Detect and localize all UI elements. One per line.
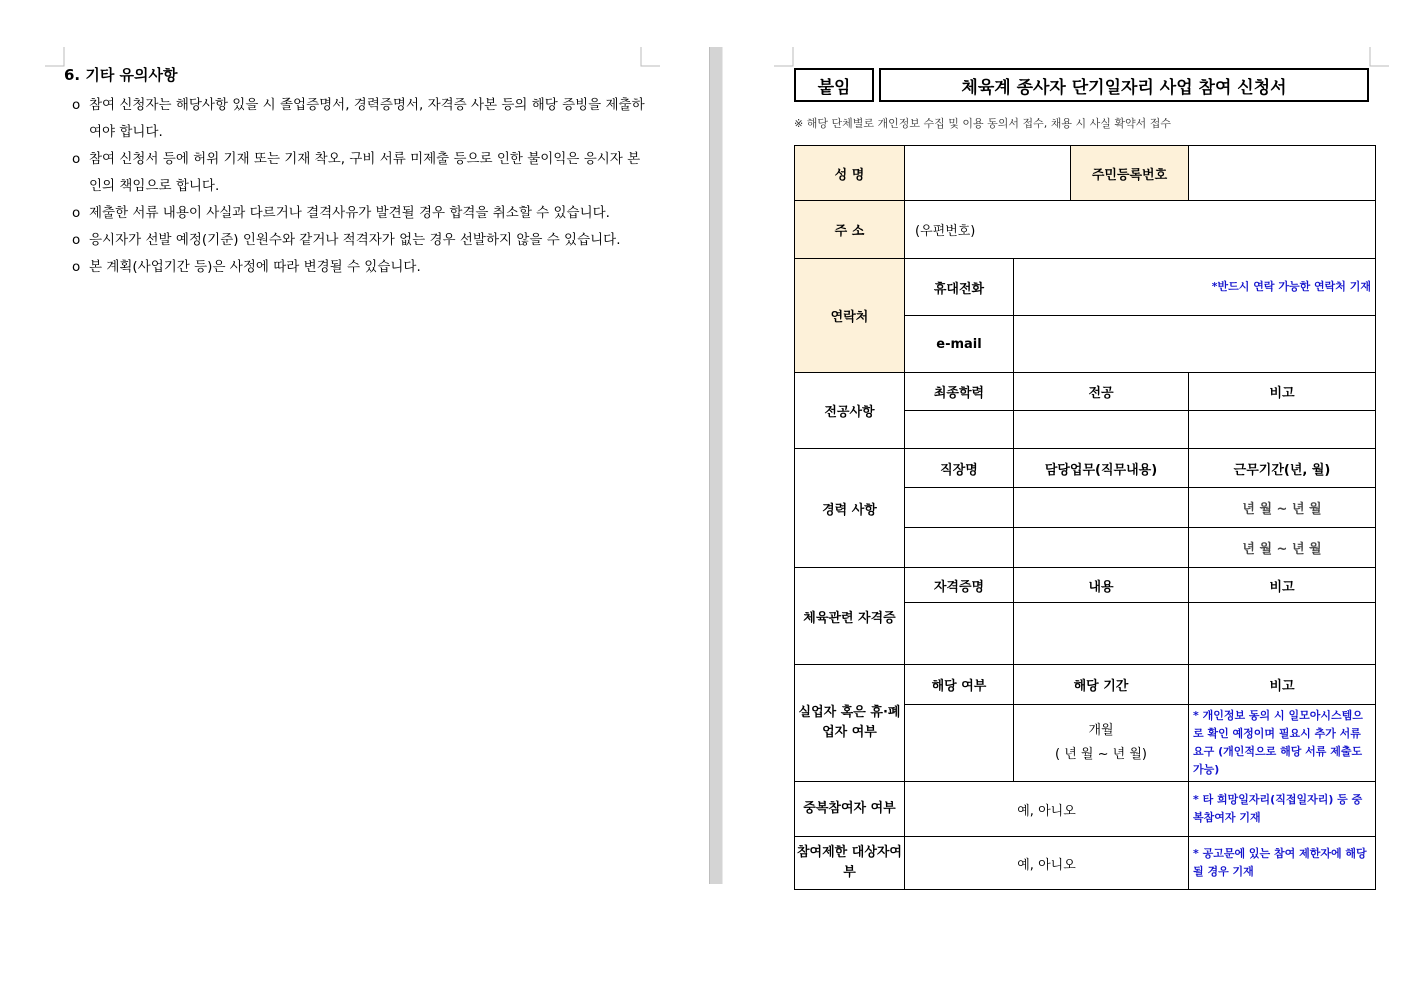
list-item [72,254,652,281]
license-col-header: 자격증명 [905,568,1014,603]
career-label: 경력 사항 [795,449,905,568]
unemployed-note: * 개인정보 동의 시 일모아시스템으로 확인 예정이며 필요시 추가 서류 요구 (개인적으로 해당 서류 제출도 가능) [1189,705,1376,782]
restrict-note: * 공고문에 있는 참여 제한자에 해당될 경우 기재 [1189,837,1376,890]
rrn-field[interactable] [1189,146,1376,201]
notes-list [72,92,652,281]
phone-label: 휴대전화 [905,259,1014,316]
unemployed-status-field[interactable] [905,705,1014,782]
major-label: 전공사항 [795,373,905,449]
bullet-mark: o [72,259,81,275]
unemployed-range: ( 년 월 ~ 년 월) [1055,747,1147,762]
major-col-header: 비고 [1189,373,1376,411]
license-content-field[interactable] [1014,603,1189,665]
workplace-field[interactable] [905,488,1014,528]
contact-label: 연락처 [795,259,905,373]
duty-field[interactable] [1014,528,1189,568]
major-field[interactable] [1014,411,1189,449]
license-label: 체육관련 자격증 [795,568,905,665]
restrict-field[interactable]: 예, 아니오 [905,837,1189,890]
form-title: 체육계 종사자 단기일자리 사업 참여 신청서 [879,68,1369,102]
email-label: e-mail [905,316,1014,373]
major-col-header: 전공 [1014,373,1189,411]
dup-note: * 타 희망일자리(직접일자리) 등 중복참여자 기재 [1189,782,1376,837]
name-label: 성 명 [795,146,905,201]
major-note-field[interactable] [1189,411,1376,449]
unemployed-period-field[interactable] [1014,705,1189,782]
career-col-header: 근무기간(년, 월) [1189,449,1376,488]
duty-field[interactable] [1014,488,1189,528]
form-notice: ※ 해당 단체별로 개인정보 수집 및 이용 동의서 접수, 채용 시 사실 확약서 접수 [794,117,1171,130]
list-item-text: 응시자가 선발 예정(기준) 인원수와 같거나 적격자가 없는 경우 선발하지 않을 수 있습니다. [89,232,621,248]
license-col-header: 비고 [1189,568,1376,603]
address-field[interactable]: (우편번호) [905,201,1376,259]
unemployed-months: 개월 [1088,723,1114,738]
list-item-text: 참여 신청자는 해당사항 있을 시 졸업증명서, 경력증명서, 자격증 사본 등의 해당 증빙을 제출하여야 합니다. [89,97,645,140]
dup-label: 중복참여자 여부 [795,782,905,837]
list-item-text: 본 계획(사업기간 등)은 사정에 따라 변경될 수 있습니다. [89,259,421,275]
unemployed-col-header: 비고 [1189,665,1376,705]
work-period-field[interactable]: 년 월 ~ 년 월 [1189,488,1376,528]
dup-field[interactable]: 예, 아니오 [905,782,1189,837]
unemployed-col-header: 해당 기간 [1014,665,1189,705]
address-label: 주 소 [795,201,905,259]
career-col-header: 직장명 [905,449,1014,488]
license-name-field[interactable] [905,603,1014,665]
list-item [72,146,652,200]
career-col-header: 담당업무(직무내용) [1014,449,1189,488]
list-item-text: 제출한 서류 내용이 사실과 다르거나 결격사유가 발견될 경우 합격을 취소할 수 있습니다. [89,205,610,221]
bullet-mark: o [72,232,81,248]
email-field[interactable] [1014,316,1376,373]
major-col-header: 최종학력 [905,373,1014,411]
education-field[interactable] [905,411,1014,449]
bullet-mark: o [72,151,81,167]
bullet-mark: o [72,205,81,221]
list-item [72,227,652,254]
license-col-header: 내용 [1014,568,1189,603]
workplace-field[interactable] [905,528,1014,568]
work-period-field[interactable]: 년 월 ~ 년 월 [1189,528,1376,568]
restrict-label: 참여제한 대상자여부 [795,837,905,890]
phone-field[interactable]: *반드시 연락 가능한 연락처 기재 [1014,259,1376,316]
page-divider [709,47,723,884]
list-item-text: 참여 신청서 등에 허위 기재 또는 기재 착오, 구비 서류 미제출 등으로 인한 불이익은 응시자 본인의 책임으로 합니다. [89,151,641,194]
list-item [72,92,652,146]
application-form-table [794,145,1376,890]
section-title: 6. 기타 유의사항 [64,66,178,84]
list-item [72,200,652,227]
rrn-label: 주민등록번호 [1071,146,1189,201]
name-field[interactable] [905,146,1071,201]
unemployed-label: 실업자 혹은 휴·폐업자 여부 [795,665,905,782]
attachment-tag: 붙임 [794,68,874,102]
license-note-field[interactable] [1189,603,1376,665]
unemployed-col-header: 해당 여부 [905,665,1014,705]
bullet-mark: o [72,97,81,113]
